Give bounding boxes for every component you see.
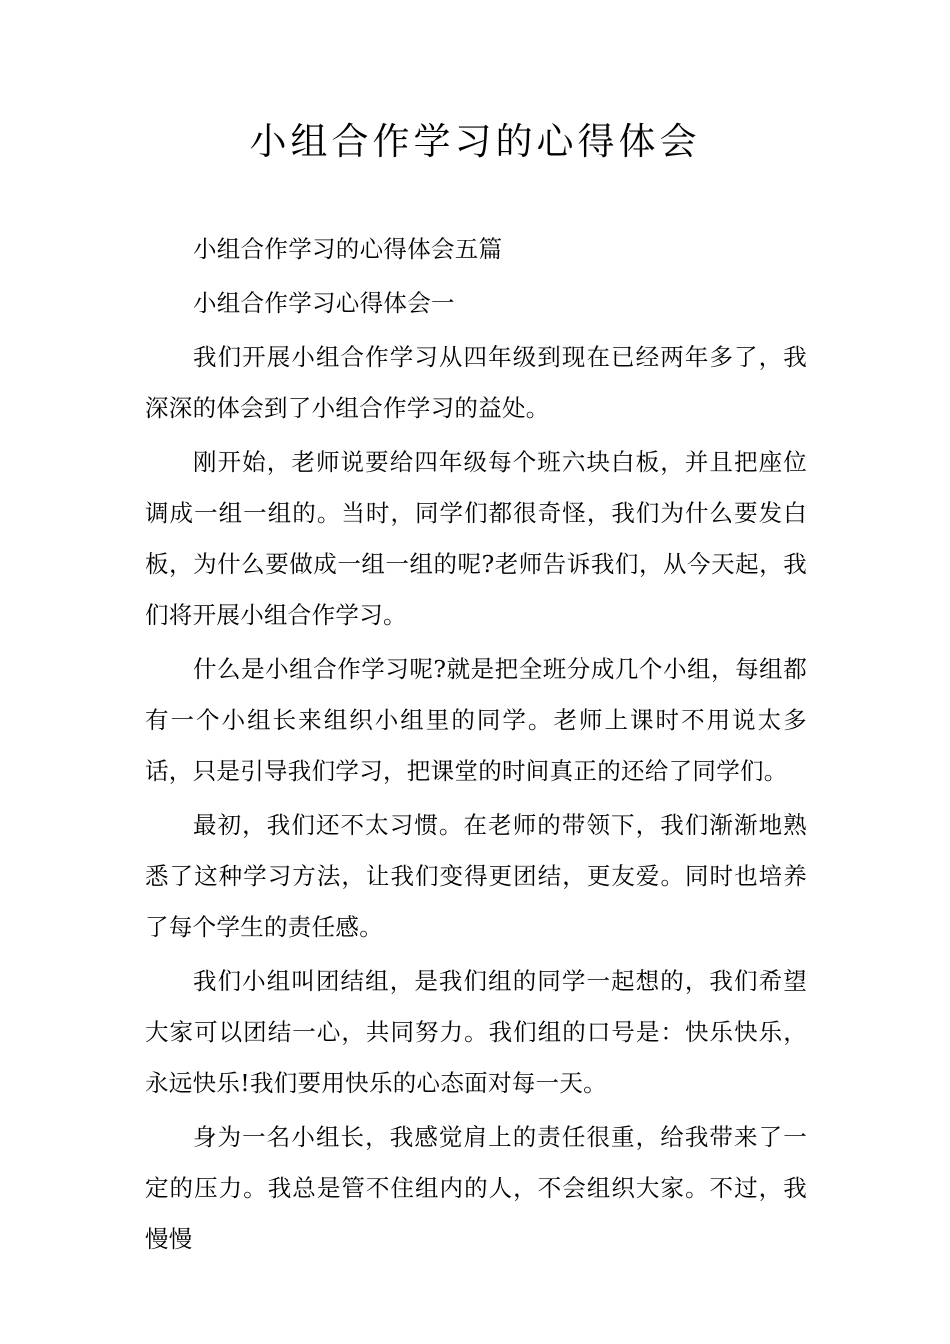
- body-paragraph: 身为一名小组长，我感觉肩上的责任很重，给我带来了一定的压力。我总是管不住组内的人，不会组织大家。不过，我慢慢: [145, 1123, 807, 1253]
- body-paragraph: 刚开始，老师说要给四年级每个班六块白板，并且把座位调成一组一组的。当时，同学们都很奇怪，我们为什么要发白板，为什么要做成一组一组的呢?老师告诉我们，从今天起，我们将开展小组合作学习。: [145, 448, 807, 629]
- body-paragraph: 我们小组叫团结组，是我们组的同学一起想的，我们希望大家可以团结一心，共同努力。我们组的口号是：快乐快乐，永远快乐!我们要用快乐的心态面对每一天。: [145, 967, 807, 1097]
- body-paragraph: 什么是小组合作学习呢?就是把全班分成几个小组，每组都有一个小组长来组织小组里的同学。老师上课时不用说太多话，只是引导我们学习，把课堂的时间真正的还给了同学们。: [145, 655, 807, 785]
- subtitle-paragraph: 小组合作学习的心得体会五篇: [193, 235, 503, 263]
- document-title: 小组合作学习的心得体会: [249, 120, 701, 163]
- body-paragraph: 我们开展小组合作学习从四年级到现在已经两年多了，我深深的体会到了小组合作学习的益处。: [145, 343, 807, 422]
- body-paragraph: 最初，我们还不太习惯。在老师的带领下，我们渐渐地熟悉了这种学习方法，让我们变得更团结，更友爱。同时也培养了每个学生的责任感。: [145, 811, 807, 941]
- document-body: [145, 224, 807, 1268]
- section-heading: 小组合作学习心得体会一: [193, 289, 455, 317]
